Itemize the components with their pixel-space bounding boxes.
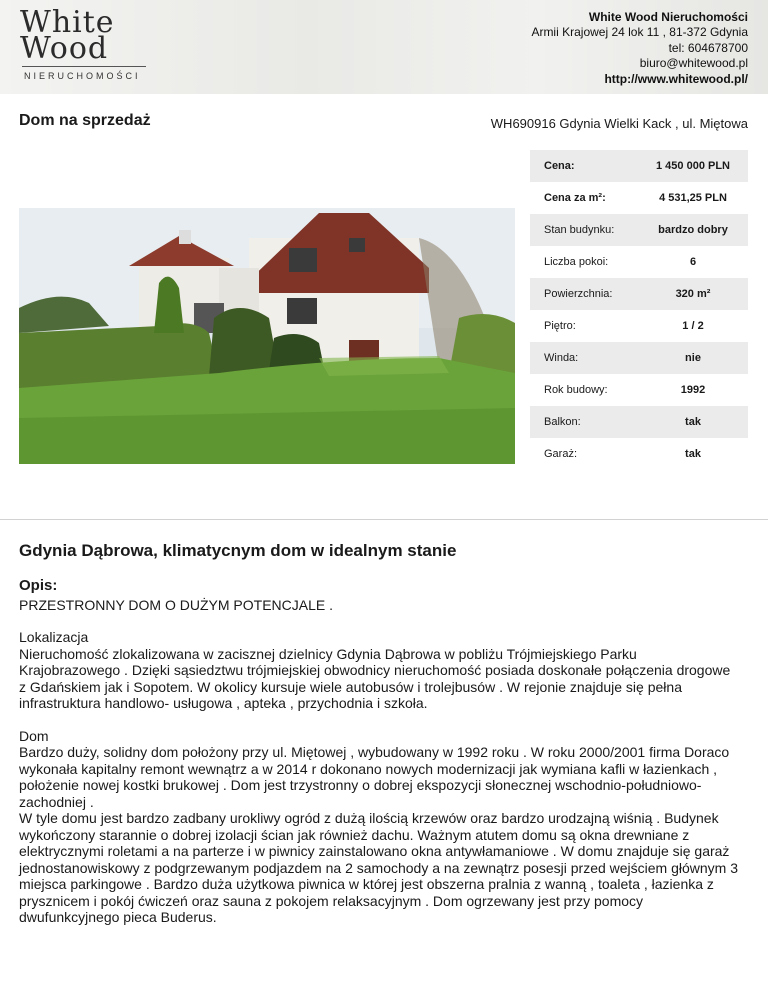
property-label: Rok budowy: xyxy=(544,384,608,396)
logo-line-1: White xyxy=(20,5,115,40)
property-row-year-built xyxy=(530,374,748,406)
company-website-link[interactable]: http://www.whitewood.pl/ xyxy=(604,71,748,86)
listing-type: Dom na sprzedaż xyxy=(19,112,151,129)
logo-divider xyxy=(22,66,146,67)
property-value: 6 xyxy=(689,256,697,268)
listing-reference: WH690916 Gdynia Wielki Kack , ul. Miętowa xyxy=(490,116,748,131)
property-row-elevator xyxy=(530,342,748,374)
property-label: Liczba pokoi: xyxy=(544,256,609,268)
property-label: Stan budynku: xyxy=(544,224,615,236)
listing-headline: Gdynia Dąbrowa, klimatycnym dom w idealnym stanie xyxy=(19,541,457,560)
property-details-table xyxy=(530,150,748,470)
property-value: 320 m² xyxy=(675,288,711,300)
property-value: 1 / 2 xyxy=(682,320,704,332)
property-row-floor xyxy=(530,310,748,342)
property-label: Cena za m²: xyxy=(544,192,606,204)
company-contact xyxy=(531,10,748,87)
property-row-price-per-m2 xyxy=(530,182,748,214)
property-row-rooms xyxy=(530,246,748,278)
company-logo[interactable] xyxy=(18,5,150,84)
property-row-garage xyxy=(530,438,748,470)
property-value: bardzo dobry xyxy=(658,224,728,236)
logo-subtitle: NIERUCHOMOŚCI xyxy=(24,71,141,81)
company-phone[interactable]: tel: 604678700 xyxy=(668,40,748,55)
company-name: White Wood Nieruchomości xyxy=(588,10,748,24)
property-label: Powierzchnia: xyxy=(544,288,613,300)
property-label: Piętro: xyxy=(544,320,576,332)
house-photo-illustration xyxy=(19,208,515,464)
property-label: Garaż: xyxy=(544,448,578,460)
description-intro: PRZESTRONNY DOM O DUŻYM POTENCJALE . xyxy=(19,596,333,613)
company-email[interactable]: biuro@whitewood.pl xyxy=(639,56,748,71)
listing-description xyxy=(19,578,739,926)
property-label: Cena: xyxy=(544,160,575,172)
property-value: tak xyxy=(685,448,701,460)
house-heading: Dom xyxy=(19,727,49,744)
property-row-condition xyxy=(530,214,748,246)
company-address: Armii Krajowej 24 lok 11 , 81-372 Gdynia xyxy=(531,25,748,40)
location-heading: Lokalizacja xyxy=(19,629,89,645)
property-row-price xyxy=(530,150,748,182)
house-text-1: Bardzo duży, solidny dom położony przy ul. Miętowej , wybudowany w 1992 roku . W roku 2000/2001 firma Doraco wykonała kapitalny remont wewnątrz a w 2014 r dokonano nowych modernizacji jak wymiana kafli w łazienkach , położenie nowej kostki brukowej . Dom jest trzystronny o dobrej ekspozycji słonecznej wschodnio-południowo-zachodniej . xyxy=(19,744,730,810)
description-title: Opis: xyxy=(19,577,58,594)
property-value: 4 531,25 PLN xyxy=(659,192,727,204)
property-value: tak xyxy=(685,416,701,428)
property-value: 1992 xyxy=(680,384,706,396)
property-value: 1 450 000 PLN xyxy=(656,160,730,172)
property-photo[interactable] xyxy=(19,208,515,464)
section-divider xyxy=(0,519,768,520)
logo-line-2: Wood xyxy=(20,31,109,66)
property-label: Winda: xyxy=(544,352,579,364)
property-value: nie xyxy=(685,352,701,364)
property-label: Balkon: xyxy=(544,416,581,428)
property-row-area xyxy=(530,278,748,310)
location-text: Nieruchomość zlokalizowana w zacisznej dzielnicy Gdynia Dąbrowa w pobliżu Trójmiejskiego Parku Krajobrazowego . Dzięki sąsiedztwu trójmiejskiej obwodnicy nieruchomość posiada doskonałe połączenia drogowe z Gdańskiem jak i Sopotem. W okolicy kursuje wiele autobusów i trolejbusów . W rejonie znajduje się pełna infrastruktura handlowo- usługowa , apteka , przychodnia i szkoła. xyxy=(19,645,731,711)
property-row-balcony xyxy=(530,406,748,438)
house-text-2: W tyle domu jest bardzo zadbany urokliwy ogród z dużą ilością krzewów oraz bardzo urodzajną wiśnią . Budynek wykończony starannie o dobrej izolacji ścian jak również dachu. Ważnym atutem domu są okna drewniane z elektrycznymi roletami a na parterze i w piwnicy zainstalowano okna antywłamaniowe . W domu znajduje się garaż jednostanowiskowy z podgrzewanym podjazdem na 2 samochody a na zewnątrz posesji przed wejściem głównym 3 miejsca parkingowe . Bardzo duża użytkowa piwnica w której jest obszerna pralnia z wanną , toaleta , łazienka z prysznicem i pokój ćwiczeń oraz sauna z pokojem relaksacyjnym . Dom ogrzewany jest przy pomocy dwufunkcyjnego pieca Buderus. xyxy=(19,810,739,925)
page-header xyxy=(0,0,768,94)
